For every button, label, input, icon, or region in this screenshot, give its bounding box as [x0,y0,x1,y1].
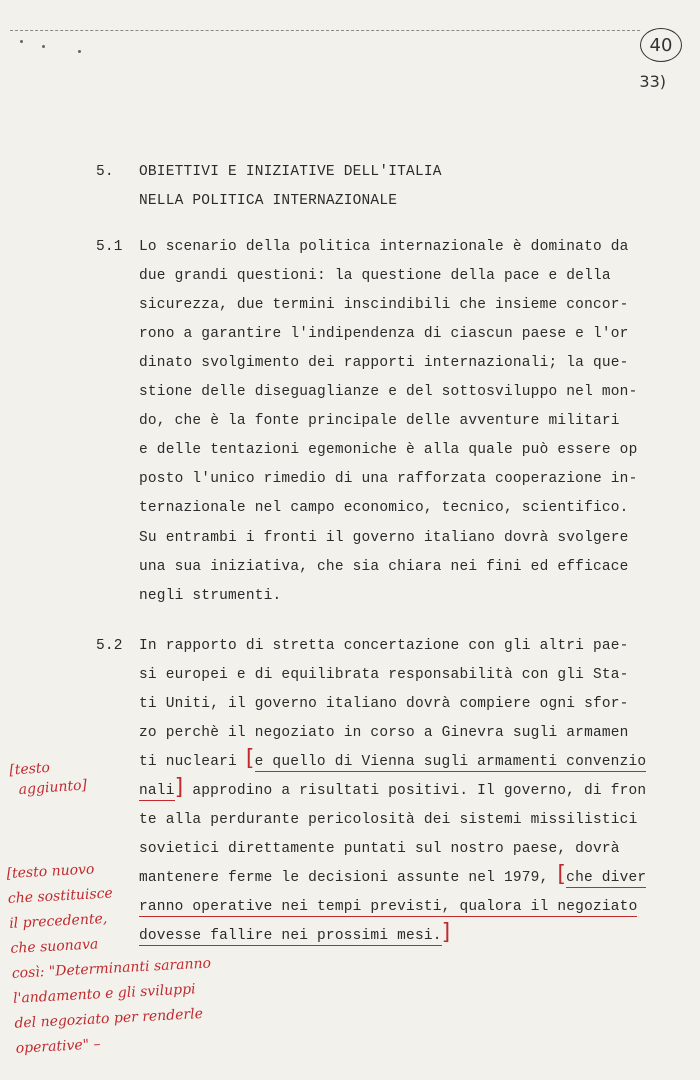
note-line: che sostituisce [7,885,114,907]
replacement-bracket-close: ] [441,920,451,945]
note-line: così: "Determinanti saranno [11,955,212,982]
inserted-text-underlined: nali [139,783,175,799]
note-line: aggiunto] [18,777,88,799]
text-line: sicurezza, due termini inscindibili che insieme concor- [139,297,629,313]
text-line: sovietici direttamente puntati sul nostro paese, dovrà [139,841,620,857]
section-number: 5. [96,164,114,180]
text-line: Lo scenario della politica internazionale è dominato da [139,239,629,255]
page-sub-number: 33) [639,72,666,91]
note-line: [testo [8,759,51,779]
paragraph-5-1 [139,233,637,523]
section-title-line-2: NELLA POLITICA INTERNAZIONALE [139,193,398,209]
insertion-bracket-open: [ [245,746,255,771]
text-line: una sua iniziativa, che sia chiara nei fini ed efficace [139,559,629,575]
text-line: negli strumenti. [139,588,282,604]
replacement-bracket-open: [ [557,862,567,887]
text-line: te alla perdurante pericolosità dei sistemi missilistici [139,812,638,828]
top-dashed-rule [10,30,640,31]
text-line: stione delle diseguaglianze e del sottosviluppo nel mon- [139,384,638,400]
text-segment: ti nucleari [139,754,237,770]
page-number-text: 40 [649,34,673,56]
text-segment: mantenere ferme le decisioni assunte nel 1979, [139,870,549,886]
text-line: ternazionale nel campo economico, tecnico, scientifico. [139,500,629,516]
text-line-with-insertion [139,748,646,777]
note-line: il precedente, [8,910,108,932]
text-line: Su entrambi i fronti il governo italiano dovrà svolgere [139,530,629,546]
text-line-underlined [139,893,646,922]
replaced-text-underlined: che diver [566,870,647,886]
paragraph-number: 5.2 [96,638,123,654]
insertion-bracket-close: ] [174,775,184,800]
paragraph-5-1-continued [139,524,629,611]
paragraph-number: 5.1 [96,239,123,255]
text-line: ti Uniti, il governo italiano dovrà compiere ogni sfor- [139,696,629,712]
text-line-underlined [139,922,646,951]
handwritten-note-replaced-text [6,852,216,1062]
text-line: dinato svolgimento dei rapporti internazionali; la que- [139,355,629,371]
text-line: rono a garantire l'indipendenza di ciascun paese e l'or [139,326,629,342]
section-title-line-1: OBIETTIVI E INIZIATIVE DELL'ITALIA [139,164,442,180]
speck [20,40,23,43]
replaced-text-underlined: ranno operative nei tempi previsti, qualora il negoziato [139,899,638,915]
text-line: si europei e di equilibrata responsabilità con gli Sta- [139,667,629,683]
inserted-text-underlined: e quello di Vienna sugli armamenti convenzio [254,754,647,770]
text-line-with-replacement [139,864,646,893]
note-line: che suonava [10,936,99,957]
note-line: operative" – [15,1036,101,1057]
text-line: due grandi questioni: la questione della pace e della [139,268,611,284]
text-line: In rapporto di stretta concertazione con gli altri pae- [139,638,629,654]
text-line-with-insertion [139,777,646,806]
note-line: [testo nuovo [6,861,95,882]
paragraph-5-2 [139,632,646,951]
text-segment: approdino a risultati positivi. Il governo, di fron [192,783,647,799]
text-line: do, che è la fonte principale delle avventure militari [139,413,620,429]
page-number-circled [640,28,682,62]
speck [42,45,45,48]
speck [78,50,81,53]
handwritten-note-added-text [9,755,88,800]
text-line: posto l'unico rimedio di una rafforzata cooperazione in- [139,471,638,487]
note-line: l'andamento e gli sviluppi [12,981,196,1007]
text-line: e delle tentazioni egemoniche è alla quale può essere op [139,442,638,458]
replaced-text-underlined: dovesse fallire nei prossimi mesi. [139,928,442,944]
note-line: del negoziato per renderle [14,1005,204,1032]
text-line: zo perchè il negoziato in corso a Ginevra sugli armamen [139,725,629,741]
